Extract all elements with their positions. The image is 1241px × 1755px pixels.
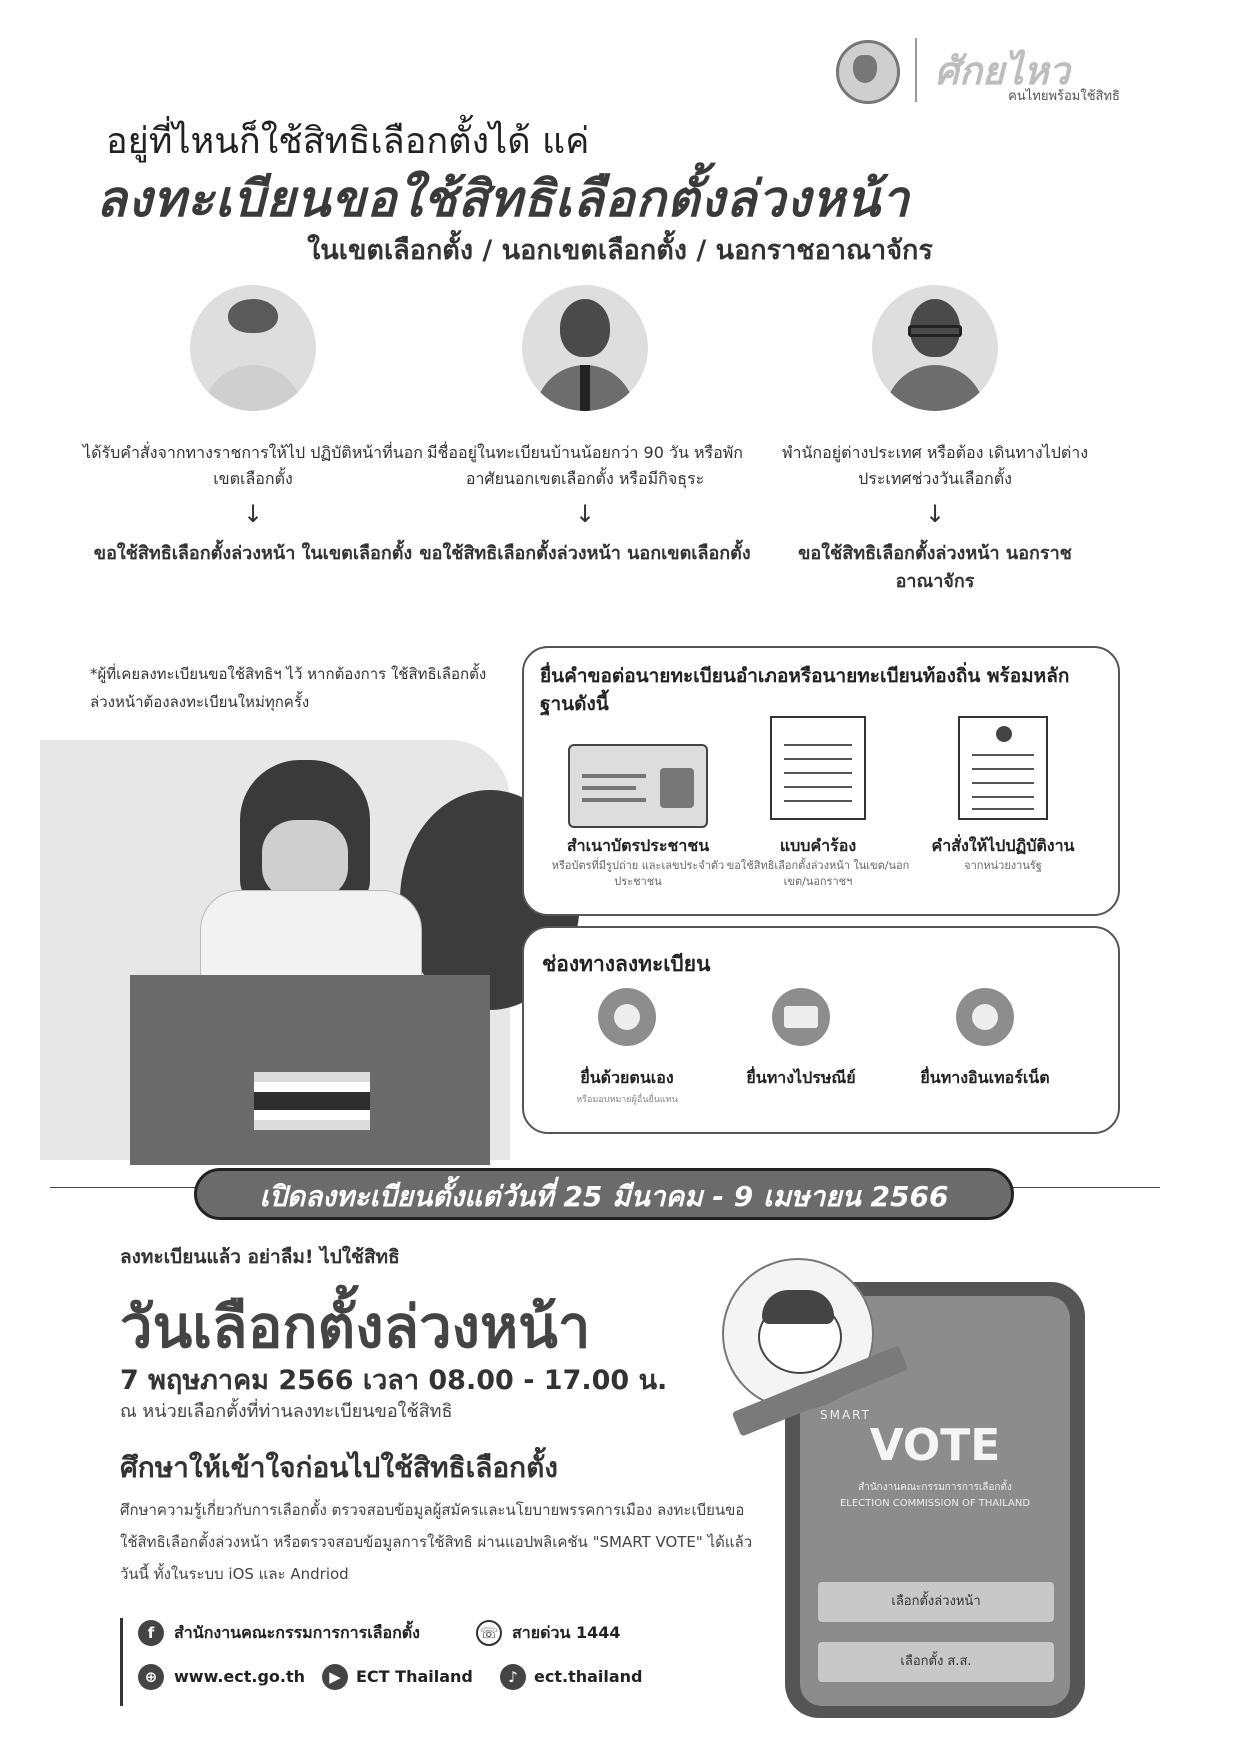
contact-bar [120, 1618, 123, 1706]
document-id-card-note: หรือบัตรที่มีรูปถ่าย และเลขประจำตัวประชาชน [551, 859, 725, 888]
contact-youtube[interactable]: ECT Thailand [356, 1667, 473, 1686]
campaign-logo-subtitle: คนไทยพร้อมใช้สิทธิ [1008, 89, 1120, 104]
arrow-down-icon: ↓ [242, 500, 264, 528]
person-woman-icon [190, 285, 316, 411]
thai-flag-stripe [254, 1072, 370, 1082]
channel-in-person-title: ยื่นด้วยตนเอง [580, 1068, 674, 1087]
thai-flag-stripe [254, 1082, 370, 1092]
youtube-play-icon: ▶ [322, 1664, 348, 1690]
arrow-down-icon: ↓ [924, 500, 946, 528]
globe-icon [956, 988, 1014, 1046]
person-businessman-icon [522, 285, 648, 411]
app-name: VOTE [869, 1420, 1001, 1471]
phone-icon: ☏ [476, 1620, 502, 1646]
contact-hotline[interactable]: สายด่วน 1444 [512, 1623, 621, 1642]
voter-face [262, 820, 348, 900]
thai-flag-stripe [254, 1120, 370, 1130]
headline-intro: อยู่ที่ไหนก็ใช้สิทธิเลือกตั้งได้ แค่ [106, 121, 590, 162]
id-card-icon [568, 744, 708, 828]
app-org-en: ELECTION COMMISSION OF THAILAND [839, 1498, 1031, 1509]
headline-categories: ในเขตเลือกตั้ง / นอกเขตเลือกตั้ง / นอกราชอาณาจักร [307, 235, 933, 266]
ect-seal-logo [836, 40, 900, 104]
channel-internet-title: ยื่นทางอินเทอร์เน็ต [920, 1068, 1050, 1087]
app-mp-election-button[interactable]: เลือกตั้ง ส.ส. [818, 1642, 1054, 1682]
study-title: ศึกษาให้เข้าใจก่อนไปใช้สิทธิเลือกตั้ง [120, 1451, 558, 1484]
study-body: ศึกษาความรู้เกี่ยวกับการเลือกตั้ง ตรวจสอบข้อมูลผู้สมัครและนโยบายพรรคการเมือง ลงทะเบียนขอใช้สิทธิเลือกตั้งล่วงหน้า หรือตรวจสอบข้อมูลการใช้สิทธิ ผ่านแอปพลิเคชัน "SMART VOTE" ได้แล้ววันนี้ ทั้งในระบบ iOS และ Andriod [120, 1501, 753, 1583]
re-register-note: *ผู้ที่เคยลงทะเบียนขอใช้สิทธิฯ ไว้ หากต้องการ ใช้สิทธิเลือกตั้งล่วงหน้าต้องลงทะเบียนใหม่ทุกครั้ง [90, 665, 487, 711]
contact-website[interactable]: www.ect.go.th [174, 1667, 306, 1686]
headline-main: ลงทะเบียนขอใช้สิทธิเลือกตั้งล่วงหน้า [96, 170, 910, 228]
advance-vote-title: วันเลือกตั้งล่วงหน้า [120, 1293, 591, 1361]
case-3-description: พำนักอยู่ต่างประเทศ หรือต้อง เดินทางไปต่างประเทศช่วงวันเลือกตั้ง [781, 443, 1089, 488]
mascot-hair [762, 1290, 834, 1324]
document-order-title: คำสั่งให้ไปปฏิบัติงาน [931, 836, 1075, 855]
vote-reminder: ลงทะเบียนแล้ว อย่าลืม! ไปใช้สิทธิ [120, 1246, 400, 1268]
document-form-title: แบบคำร้อง [779, 836, 857, 855]
thai-flag-stripe [254, 1110, 370, 1120]
tiktok-icon: ♪ [500, 1664, 526, 1690]
case-2-description: มีชื่ออยู่ในทะเบียนบ้านน้อยกว่า 90 วัน หรือพักอาศัยนอกเขตเลือกตั้ง หรือมีกิจธุระ [426, 443, 743, 488]
envelope-icon [772, 988, 830, 1046]
document-id-card-title: สำเนาบัตรประชาชน [566, 836, 710, 855]
case-3-result: ขอใช้สิทธิเลือกตั้งล่วงหน้า นอกราชอาณาจักร [798, 543, 1072, 592]
app-org-th: สำนักงานคณะกรรมการการเลือกตั้ง [858, 1482, 1012, 1493]
advance-vote-date: 7 พฤษภาคม 2566 เวลา 08.00 - 17.00 น. [120, 1365, 668, 1396]
document-form-note: ขอใช้สิทธิเลือกตั้งล่วงหน้า ในเขต/นอกเขต/นอกราชฯ [726, 859, 910, 888]
channel-in-person-note: หรือมอบหมายผู้อื่นยื่นแทน [576, 1095, 678, 1105]
official-order-icon [958, 716, 1048, 820]
arrow-down-icon: ↓ [574, 500, 596, 528]
case-1-result: ขอใช้สิทธิเลือกตั้งล่วงหน้า ในเขตเลือกตั้ง [93, 543, 413, 564]
globe-icon: ⊕ [138, 1664, 164, 1690]
document-order-note: จากหน่วยงานรัฐ [964, 859, 1042, 872]
app-advance-vote-button[interactable]: เลือกตั้งล่วงหน้า [818, 1582, 1054, 1622]
contact-facebook[interactable]: สำนักงานคณะกรรมการการเลือกตั้ง [174, 1623, 420, 1642]
contact-tiktok[interactable]: ect.thailand [534, 1667, 643, 1686]
registration-period: เปิดลงทะเบียนตั้งแต่วันที่ 25 มีนาคม - 9 เมษายน 2566 [259, 1180, 949, 1213]
form-document-icon [770, 716, 866, 820]
advance-vote-place: ณ หน่วยเลือกตั้งที่ท่านลงทะเบียนขอใช้สิทธิ [120, 1401, 453, 1422]
campaign-logo-text: ศักยไหว [935, 49, 1070, 93]
case-1-description: ได้รับคำสั่งจากทางราชการให้ไป ปฏิบัติหน้าที่นอกเขตเลือกตั้ง [83, 443, 423, 488]
voting-booth [130, 975, 490, 1165]
thai-flag-stripe [254, 1092, 370, 1110]
channels-title: ช่องทางลงทะเบียน [542, 952, 711, 976]
person-icon [598, 988, 656, 1046]
app-tag: SMART [820, 1408, 871, 1422]
documents-title: ยื่นคำขอต่อนายทะเบียนอำเภอหรือนายทะเบียนท้องถิ่น พร้อมหลักฐานดังนี้ [540, 665, 1070, 715]
person-bearded-man-icon [872, 285, 998, 411]
logo-divider [915, 38, 917, 102]
case-2-result: ขอใช้สิทธิเลือกตั้งล่วงหน้า นอกเขตเลือกตั้ง [419, 543, 751, 564]
channel-post-title: ยื่นทางไปรษณีย์ [746, 1068, 856, 1087]
facebook-icon: f [138, 1620, 164, 1646]
